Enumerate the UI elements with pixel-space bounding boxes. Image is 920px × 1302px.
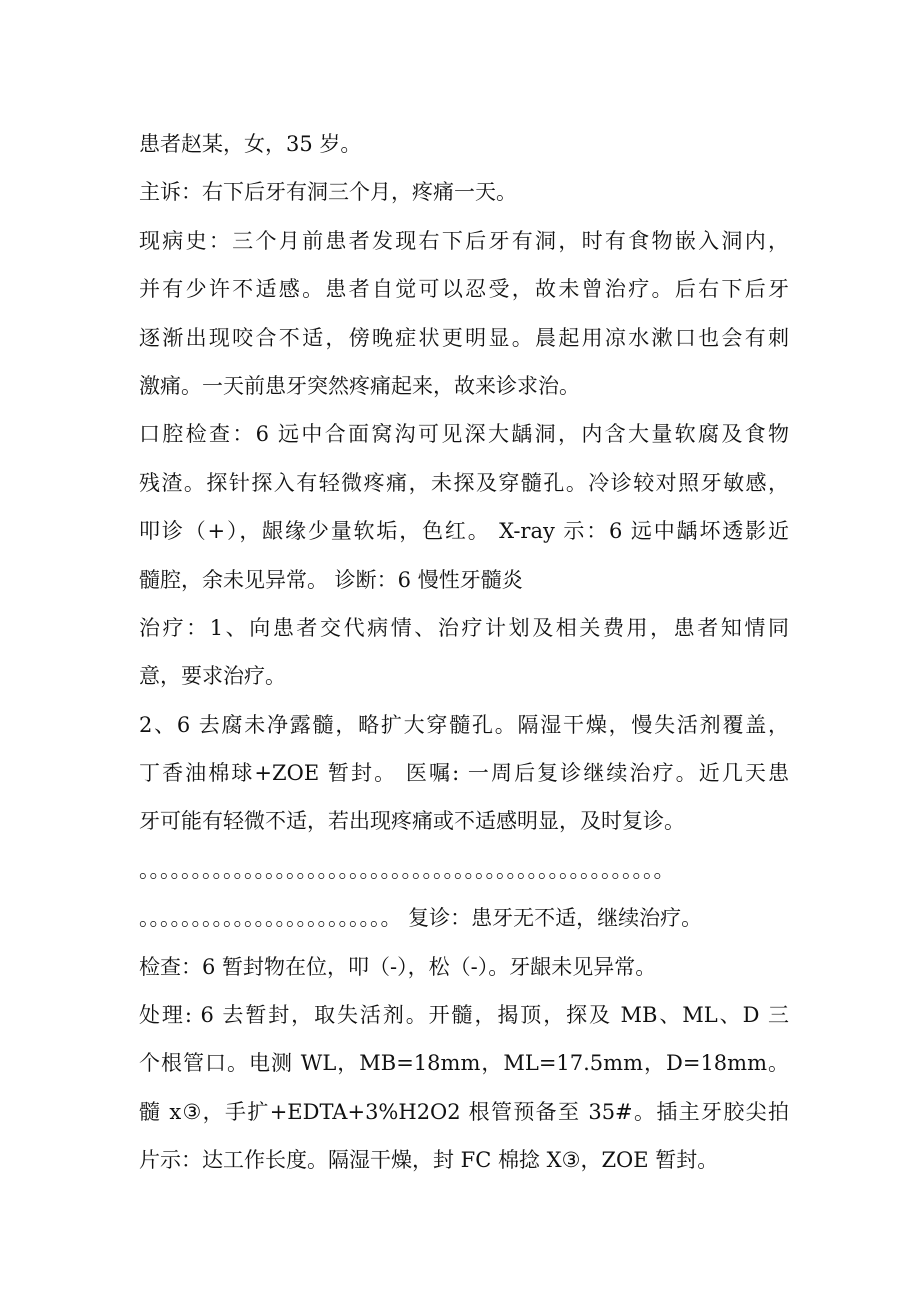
history-line-3: 逐渐出现咬合不适，傍晚症状更明显。晨起用凉水漱口也会有刺	[139, 325, 789, 350]
history-line-4: 激痛。一天前患牙突然疼痛起来，故来诊求治。	[139, 373, 580, 398]
exam-line-4: 髓腔，余未见异常。 诊断：6 慢性牙髓炎	[139, 567, 523, 592]
treatment-line-3: 2、6 去腐未净露髓，略扩大穿髓孔。隔湿干燥，慢失活剂覆盖，	[139, 712, 789, 737]
treatment-line-1: 治疗：1、向患者交代病情、治疗计划及相关费用，患者知情同	[139, 615, 789, 640]
history-line-1: 现病史：三个月前患者发现右下后牙有洞，时有食物嵌入洞内，	[139, 228, 789, 253]
followup-line: 。。。。。。。。。。。。。。。。。。。。。。。。 复诊：患牙无不适，继续治疗。	[139, 906, 703, 931]
procedure-line-4: 片示：达工作长度。隔湿干燥，封 FC 棉捻 X③，ZOE 暂封。	[139, 1148, 719, 1173]
dotted-separator-line: 。。。。。。。。。。。。。。。。。。。。。。。。。。。。。。。。。。。。。。。。。。。。。。。。。。	[139, 857, 675, 882]
patient-info-line: 患者赵某，女，35 岁。	[139, 132, 362, 156]
treatment-line-4: 丁香油棉球+ZOE 暂封。 医嘱: 一周后复诊继续治疗。近几天患	[139, 761, 789, 786]
treatment-line-2: 意，要求治疗。	[139, 664, 286, 689]
followup-exam-line: 检查：6 暂封物在位，叩（-），松（-）。牙龈未见异常。	[139, 954, 657, 979]
procedure-line-2: 个根管口。电测 WL，MB=18mm，ML=17.5mm，D=18mm。	[139, 1051, 789, 1076]
chief-complaint-line: 主诉：右下后牙有洞三个月，疼痛一天。	[139, 180, 517, 205]
exam-line-2: 残渣。探针探入有轻微疼痛，未探及穿髓孔。冷诊较对照牙敏感，	[139, 470, 789, 495]
medical-record-text	[139, 120, 789, 1185]
procedure-line-3: 髓 x③，手扩+EDTA+3%H2O2 根管预备至 35#。插主牙胶尖拍	[139, 1099, 789, 1124]
procedure-line-1: 处理: 6 去暂封，取失活剂。开髓，揭顶，探及 MB、ML、D 三	[139, 1003, 789, 1028]
exam-line-1: 口腔检查：6 远中合面窝沟可见深大龋洞，内含大量软腐及食物	[139, 422, 789, 447]
exam-line-3: 叩诊（+），龈缘少量软垢，色红。 X-ray 示：6 远中龋坏透影近	[139, 519, 789, 544]
history-line-2: 并有少许不适感。患者自觉可以忍受，故未曾治疗。后右下后牙	[139, 277, 789, 302]
treatment-line-5: 牙可能有轻微不适，若出现疼痛或不适感明显，及时复诊。	[139, 809, 685, 834]
